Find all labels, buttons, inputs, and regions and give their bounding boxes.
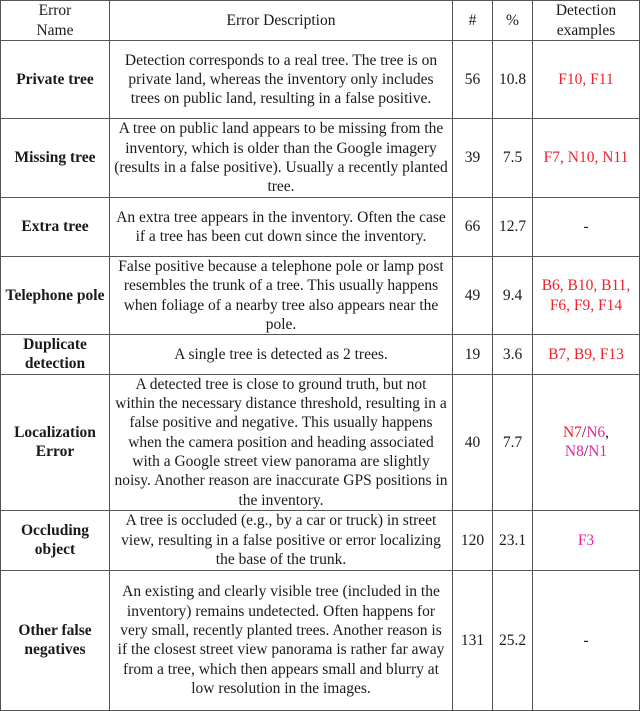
- header-error-description: Error Description: [110, 1, 453, 41]
- error-count: 19: [453, 335, 493, 375]
- error-description: A tree is occluded (e.g., by a car or truck) in street view, resulting in a false positive or error localizing the base of the trunk.: [110, 510, 453, 570]
- example-n7: N7: [562, 424, 582, 442]
- table-row: [1, 510, 640, 570]
- error-count: 120: [453, 510, 493, 570]
- table-row: [1, 41, 640, 119]
- error-name: Occluding object: [1, 510, 110, 570]
- error-description: An existing and clearly visible tree (included in the inventory) remains undetected. Often happens for very small, recently planted trees. Another reason is if the closest street view panorama is rather far away from a tree, which then appears small and blurry at low resolution in the images.: [110, 570, 453, 710]
- table-row: [1, 570, 640, 710]
- error-description: Detection corresponds to a real tree. The tree is on private land, whereas the inventory only includes trees on public land, resulting in a false positive.: [110, 41, 453, 119]
- header-error-name: Error Name: [1, 1, 110, 41]
- error-percent: 25.2: [493, 570, 533, 710]
- table-row: [1, 335, 640, 375]
- error-description: A detected tree is close to ground truth, but not within the necessary distance threshold, resulting in a false positive and negative. This usually happens when the camera position and heading associated with a Google street view panorama are slightly noisy. Another reason are inaccurate GPS positions in the inventory.: [110, 374, 453, 510]
- error-count: 131: [453, 570, 493, 710]
- example-n1: N1: [588, 443, 608, 461]
- error-percent: 3.6: [493, 335, 533, 375]
- header-row: [1, 1, 640, 41]
- error-percent: 10.8: [493, 41, 533, 119]
- table-row: [1, 257, 640, 335]
- error-count: 56: [453, 41, 493, 119]
- detection-examples: B7, B9, F13: [533, 335, 640, 375]
- error-percent: 9.4: [493, 257, 533, 335]
- table-row: [1, 374, 640, 510]
- table-row: [1, 119, 640, 198]
- error-description: False positive because a telephone pole or lamp post resembles the trunk of a tree. This usually happens when foliage of a nearby tree also appears near the pole.: [110, 257, 453, 335]
- error-description: An extra tree appears in the inventory. Often the case if a tree has been cut down since the inventory.: [110, 198, 453, 257]
- example-n6: N6: [586, 424, 606, 442]
- error-percent: 23.1: [493, 510, 533, 570]
- header-percent: %: [493, 1, 533, 41]
- error-percent: 12.7: [493, 198, 533, 257]
- error-name: Telephone pole: [1, 257, 110, 335]
- error-count: 39: [453, 119, 493, 198]
- error-name: Missing tree: [1, 119, 110, 198]
- error-count: 49: [453, 257, 493, 335]
- table-row: [1, 198, 640, 257]
- header-detection-examples: Detection examples: [533, 1, 640, 41]
- error-percent: 7.5: [493, 119, 533, 198]
- error-name: Extra tree: [1, 198, 110, 257]
- error-name: Duplicate detection: [1, 335, 110, 375]
- error-percent: 7.7: [493, 374, 533, 510]
- slash-separator: /: [581, 424, 587, 442]
- error-count: 40: [453, 374, 493, 510]
- slash-separator: /: [583, 443, 589, 461]
- error-count: 66: [453, 198, 493, 257]
- error-description: A tree on public land appears to be missing from the inventory, which is older than the Google imagery (results in a false positive). Usually a recently planted tree.: [110, 119, 453, 198]
- detection-examples: F3: [533, 510, 640, 570]
- error-name: Localization Error: [1, 374, 110, 510]
- detection-examples: F7, N10, N11: [533, 119, 640, 198]
- error-name: Other false negatives: [1, 570, 110, 710]
- example-n8: N8: [564, 443, 584, 461]
- detection-examples: -: [533, 570, 640, 710]
- error-name: Private tree: [1, 41, 110, 119]
- detection-examples: B6, B10, B11, F6, F9, F14: [533, 257, 640, 335]
- detection-examples: [533, 374, 640, 510]
- error-description: A single tree is detected as 2 trees.: [110, 335, 453, 375]
- comma-separator: ,: [605, 424, 610, 442]
- header-count: #: [453, 1, 493, 41]
- detection-examples: -: [533, 198, 640, 257]
- detection-examples: F10, F11: [533, 41, 640, 119]
